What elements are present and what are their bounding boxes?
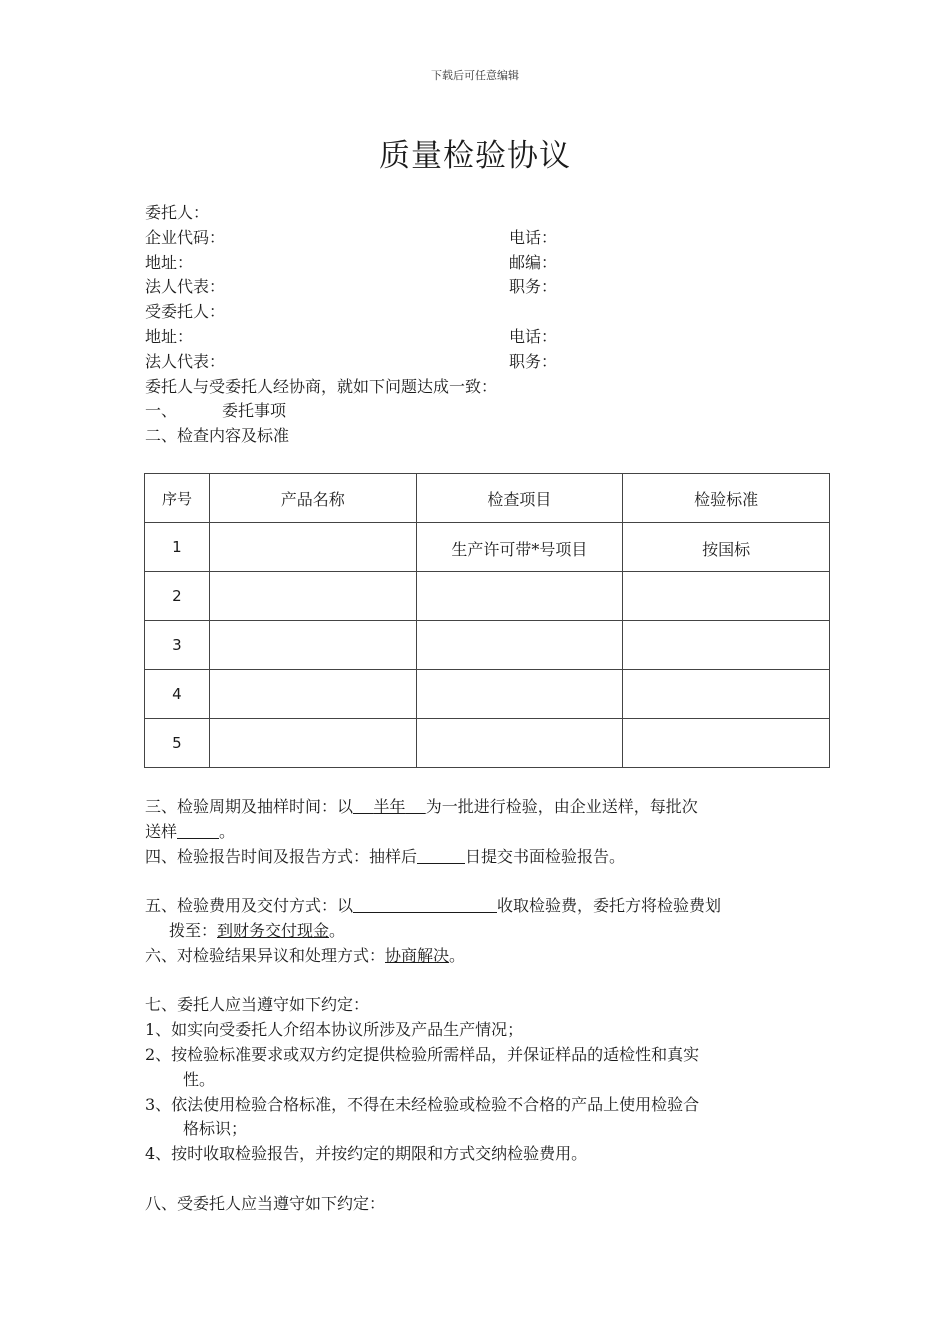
phone-label: 电话： [509,227,558,247]
header-note: 下载后可任意编辑 [431,69,519,82]
document-title: 质量检验协议 [379,138,571,174]
cell-product-name [209,621,416,670]
cell-inspection-item: 生产许可带*号项目 [416,523,623,572]
section-6 [145,944,825,969]
client-label: 委托人： [145,203,210,222]
cell-standard: 按国标 [623,523,830,572]
cell-product-name [209,719,416,768]
cell-product-name [209,572,416,621]
header-product-name: 产品名称 [209,474,416,523]
party-fields [145,201,845,449]
cell-inspection-item [416,621,623,670]
legal-rep-label: 法人代表： [145,277,226,297]
cell-product-name [209,670,416,719]
section-3 [145,795,825,845]
sample-quantity-blank [177,821,219,839]
header-inspection-item: 检查项目 [416,474,623,523]
enterprise-code-label: 企业代码： [145,227,226,247]
section-5-text-a: 五、检验费用及交付方式：以 [145,896,354,916]
section-6-text-a: 六、对检验结果异议和处理方式： [145,945,386,965]
section-7-item-4: 4、按时收取检验报告，并按约定的期限和方式交纳检验费用。 [145,1144,588,1164]
cell-seq: 3 [145,621,210,670]
cell-seq: 1 [145,523,210,572]
position-label: 职务： [509,277,558,297]
address-line [145,251,845,276]
section-4 [145,845,825,870]
fee-amount-blank [353,895,497,913]
trustee-address-label: 地址： [145,326,194,346]
inspection-table [144,473,830,768]
section-8-heading: 八、受委托人应当遵守如下约定： [145,1193,386,1213]
section-4-text-a: 四、检验报告时间及报告方式：抽样后 [145,846,418,866]
cell-standard [623,670,830,719]
table-row [145,523,830,572]
legal-rep-line [145,275,845,300]
section-2-heading: 二、检查内容及标准 [145,426,290,446]
client-line [145,201,845,226]
cell-inspection-item [416,572,623,621]
section-7-heading: 七、委托人应当遵守如下约定： [145,995,370,1015]
section-3-text-c: 送样 [145,821,178,841]
section-5-text-d: 。 [329,920,346,940]
table-row [145,670,830,719]
section-6-text-b: 。 [449,945,466,965]
table-header-row [145,474,830,523]
report-days-blank [417,846,465,864]
header-seq: 序号 [145,474,210,523]
section-7-item-2: 2、按检验标准要求或双方约定提供检验所需样品，并保证样品的适检性和真实 性。 [145,1044,700,1089]
section-5-text-b: 收取检验费，委托方将检验费划 [497,896,722,916]
section-1-heading [145,399,845,424]
section-1-number: 一、 [145,401,178,421]
cell-inspection-item [416,719,623,768]
trustee-line [145,300,845,325]
cell-product-name [209,523,416,572]
agreement-body [145,795,825,1217]
section-7-item-3: 3、依法使用检验合格标准，不得在未经检验或检验不合格的产品上使用检验合 格标识； [145,1094,700,1139]
trustee-label: 受委托人： [145,302,226,322]
trustee-legal-rep-label: 法人代表： [145,351,226,371]
postcode-label: 邮编： [509,252,558,272]
trustee-legal-rep-line [145,350,845,375]
enterprise-code-line [145,226,845,251]
consensus-line: 委托人与受委托人经协商，就如下问题达成一致： [145,376,498,396]
cell-seq: 4 [145,670,210,719]
trustee-position-label: 职务： [509,351,558,371]
table-row [145,621,830,670]
section-3-text-a: 三、检验周期及抽样时间：以 [145,797,354,816]
cell-inspection-item [416,670,623,719]
table-row [145,572,830,621]
cell-standard [623,572,830,621]
section-1-text: 委托事项 [222,401,287,421]
section-3-period: 半年 [373,797,406,816]
cell-seq: 5 [145,719,210,768]
cell-seq: 2 [145,572,210,621]
address-label: 地址： [145,252,194,272]
section-6-resolution: 协商解决 [385,945,450,965]
section-4-text-b: 日提交书面检验报告。 [465,846,626,866]
trustee-phone-label: 电话： [509,326,558,346]
table-row [145,719,830,768]
cell-standard [623,719,830,768]
section-5-text-c: 拨至： [169,920,218,940]
section-7-item-1: 1、如实向受委托人介绍本协议所涉及产品生产情况； [145,1020,524,1040]
section-5-payment: 到财务交付现金 [217,920,330,940]
cell-standard [623,621,830,670]
section-3-text-b: 为一批进行检验，由企业送样，每批次 [425,797,698,816]
header-standard: 检验标准 [623,474,830,523]
section-3-text-d: 。 [219,821,236,841]
section-5 [145,894,825,944]
trustee-address-line [145,325,845,350]
